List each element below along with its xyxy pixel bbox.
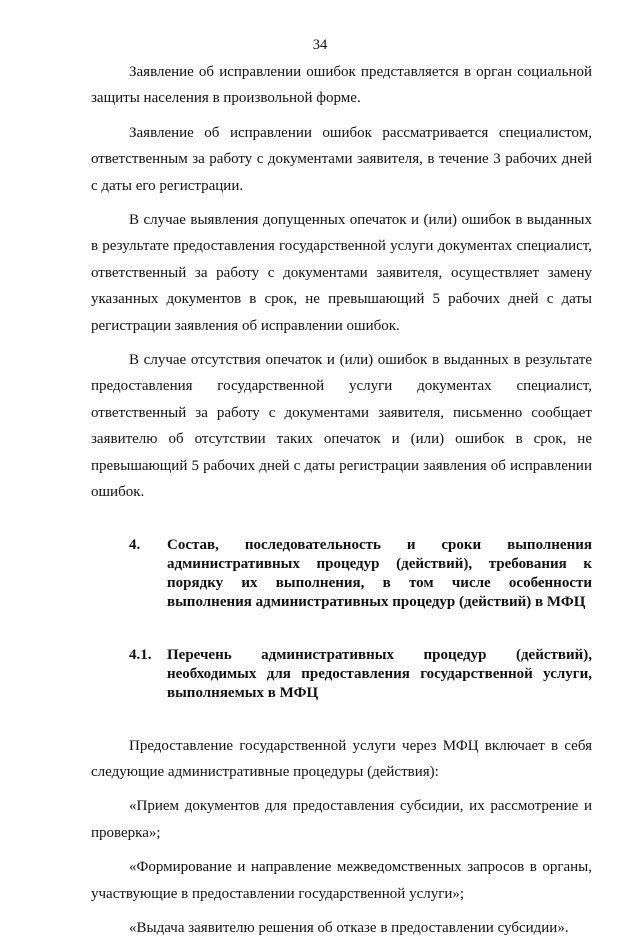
page-number: 34 — [312, 37, 328, 53]
section-heading-4 — [91, 536, 592, 612]
section-number: 4. — [129, 536, 141, 553]
paragraph-correction-form: Заявление об исправлении ошибок представляется в орган социальной защиты населения в произвольной форме. — [91, 64, 592, 107]
section-title: Перечень административных процедур (действий), необходимых для предоставления государственной услуги, выполняемых в МФЦ — [167, 646, 592, 701]
section-number: 4.1. — [129, 646, 152, 663]
paragraph-mfc-intro: Предоставление государственной услуги через МФЦ включает в себя следующие административные процедуры (действия): — [91, 737, 592, 780]
list-item-procedure: «Формирование и направление межведомственных запросов в органы, участвующие в предоставлении государственной услуги»; — [91, 859, 592, 902]
document-body — [91, 55, 592, 949]
list-item-procedure: «Прием документов для предоставления субсидии, их рассмотрение и проверка»; — [91, 798, 592, 841]
paragraph-errors-found: В случае выявления допущенных опечаток и (или) ошибок в выданных в результате предоставления государственной услуги документах специалист, ответственный за работу с документами заявителя, осуществляет замену указанных документов в срок, не превышающий 5 рабочих дней с даты регистрации заявления об исправлении ошибок. — [91, 212, 592, 334]
section-heading-4-1 — [91, 646, 592, 703]
paragraph-errors-absent: В случае отсутствия опечаток и (или) ошибок в выданных в результате предоставления государственной услуги документах специалист, ответственный за работу с документами заявителя, письменно сообщает заявителю об отсутствии таких опечаток и (или) ошибок в срок, не превышающий 5 рабочих дней с даты регистрации заявления об исправлении ошибок. — [91, 352, 592, 501]
paragraph-correction-review: Заявление об исправлении ошибок рассматривается специалистом, ответственным за работу с документами заявителя, в течение 3 рабочих дней с даты его регистрации. — [91, 124, 592, 194]
section-title: Состав, последовательность и сроки выполнения административных процедур (действий), требования к порядку их выполнения, в том числе особенности выполнения административных процедур (действий) в МФЦ — [167, 536, 592, 610]
list-item-procedure: «Выдача заявителю решения об отказе в предоставлении субсидии». — [129, 919, 569, 936]
